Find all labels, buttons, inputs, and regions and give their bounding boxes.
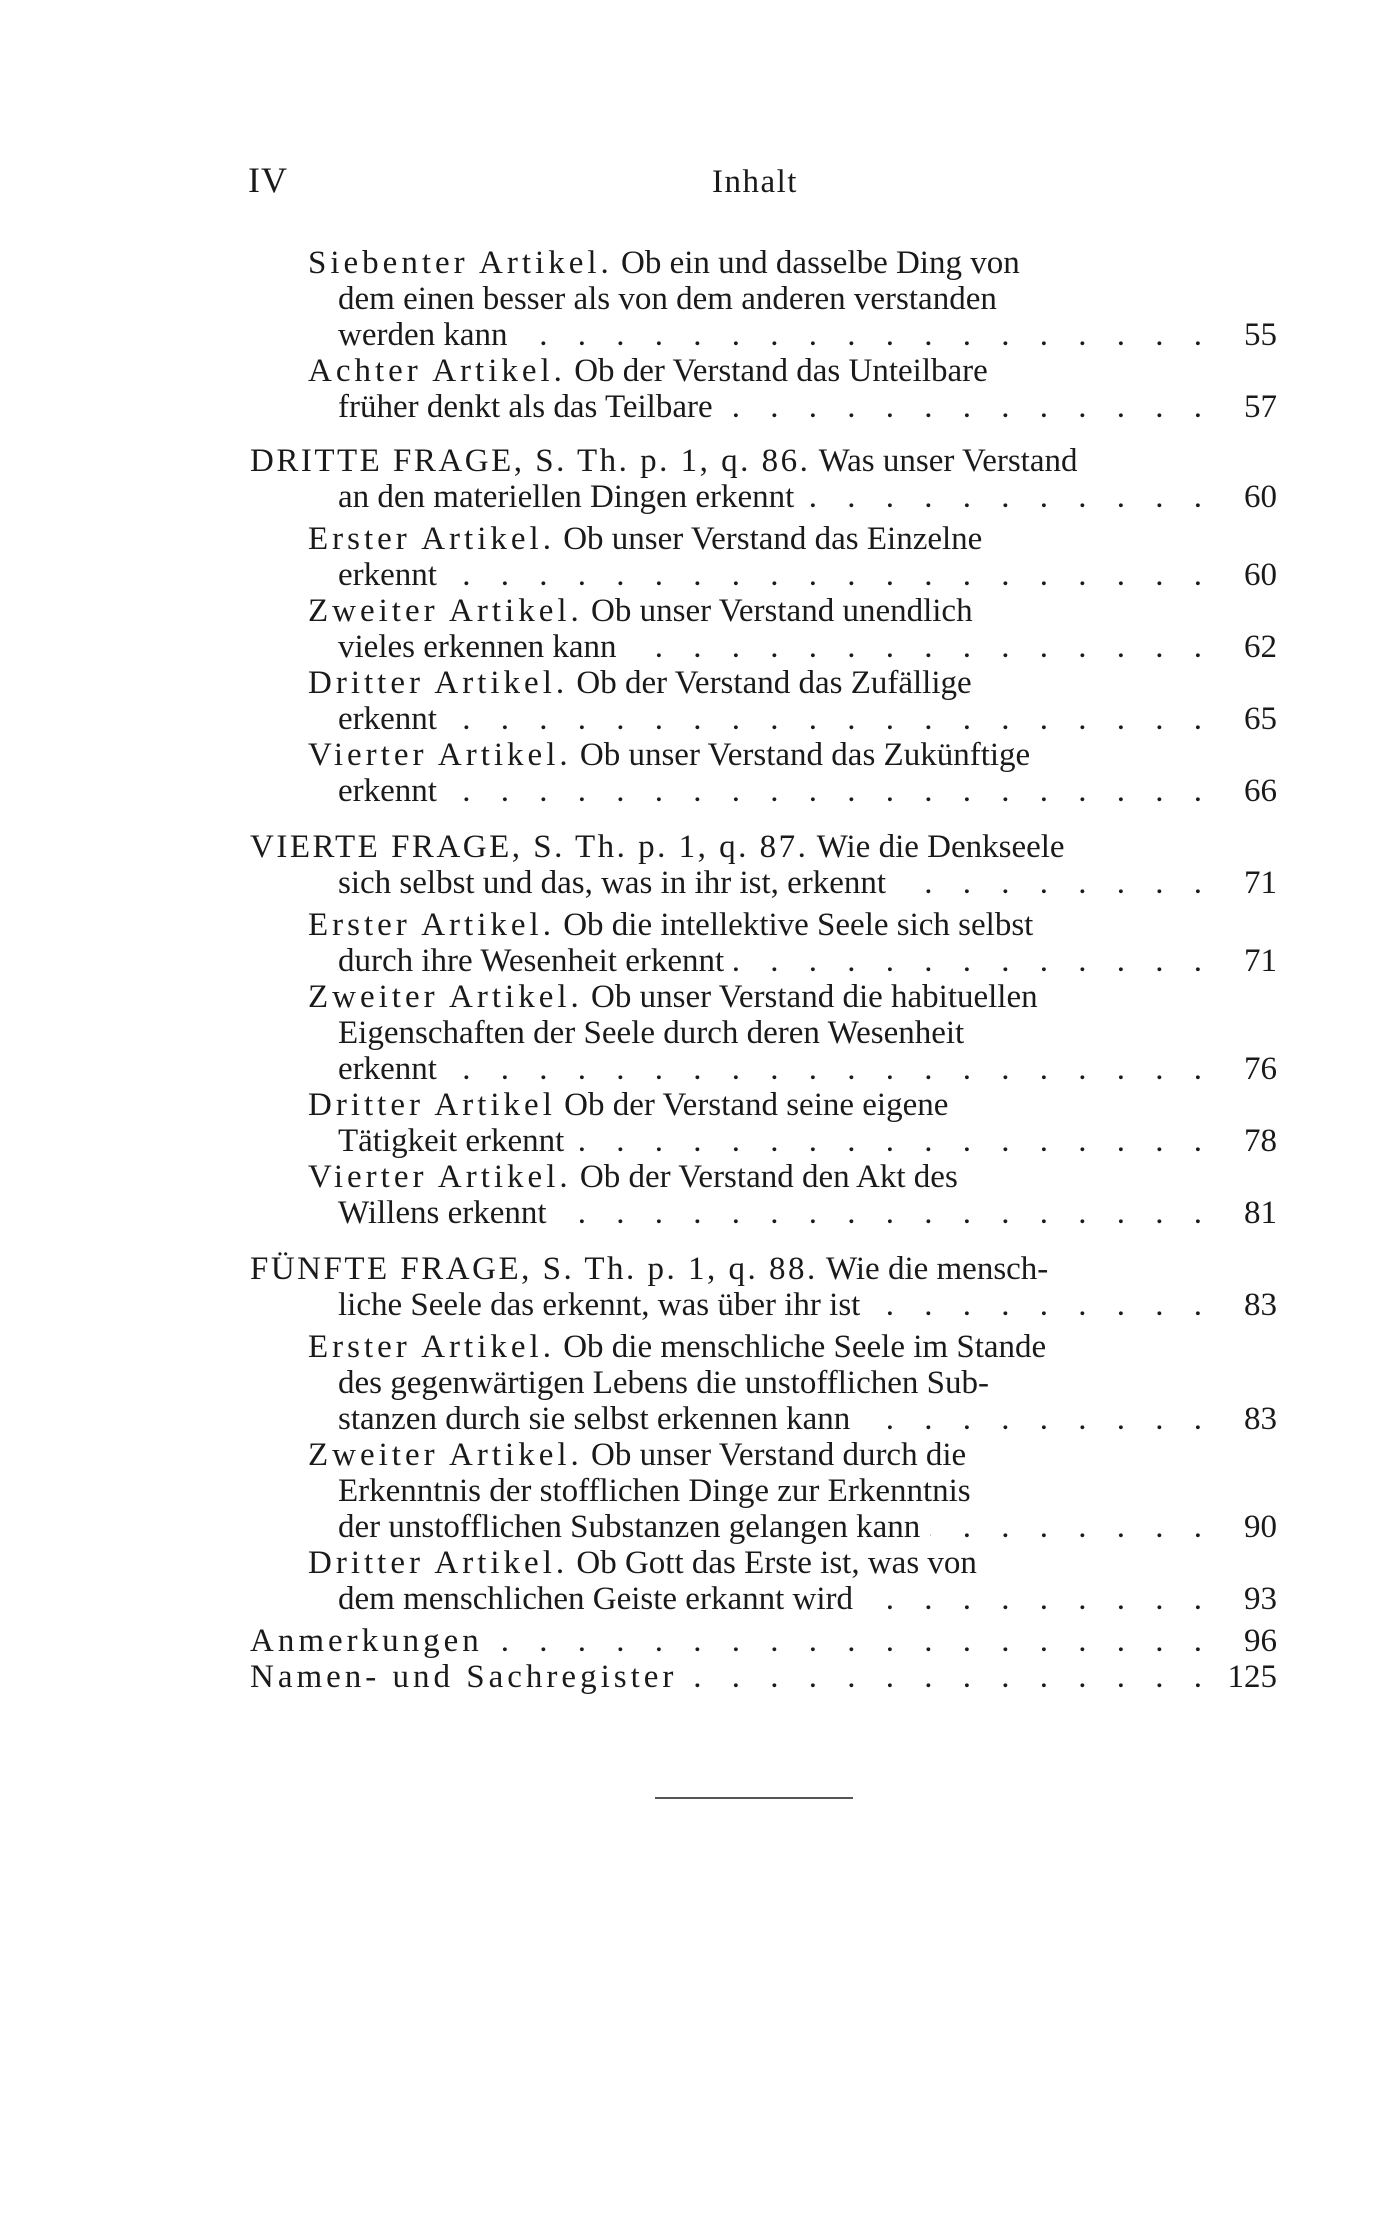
entry-heading: Dritter Artikel: [308, 1087, 556, 1123]
entry-heading: Zweiter Artikel.: [308, 593, 583, 629]
dot-leader: [447, 773, 1213, 809]
entry-text: erkennt: [338, 1051, 437, 1087]
entry-text: vieles erkennen kann: [338, 629, 617, 665]
toc-entry-q3-art4: [250, 737, 1277, 809]
entry-text: Ob der Verstand das Unteilbare: [574, 353, 988, 389]
dot-leader: [870, 1287, 1213, 1323]
entry-text: erkennt: [338, 701, 437, 737]
entry-heading: Zweiter Artikel.: [308, 1437, 583, 1473]
entry-heading: Achter Artikel.: [308, 353, 566, 389]
entry-text: sich selbst und das, was in ihr ist, erkennt: [338, 865, 887, 901]
entry-text: an den materiellen Dingen erkennt: [338, 479, 795, 515]
entry-text: Ob die menschliche Seele im Stande: [563, 1329, 1047, 1365]
entry-text: Ob unser Verstand durch die: [591, 1437, 967, 1473]
page-reference: 83: [1244, 1401, 1277, 1437]
entry-heading: Erster Artikel.: [308, 521, 555, 557]
toc-entry-q5-art1: [250, 1329, 1277, 1437]
toc-entry-q5-art2: [250, 1437, 1277, 1545]
dot-leader: [518, 317, 1213, 353]
toc-entry-question-5: [250, 1251, 1277, 1323]
entry-text: Ob ein und dasselbe Ding von: [621, 245, 1020, 281]
entry-text: der unstofflichen Substanzen gelangen kann: [338, 1509, 921, 1545]
entry-text: stanzen durch sie selbst erkennen kann: [338, 1401, 851, 1437]
entry-text: Ob Gott das Erste ist, was von: [576, 1545, 977, 1581]
entry-text: dem menschlichen Geiste erkannt wird: [338, 1581, 853, 1617]
entry-text: früher denkt als das Teilbare: [338, 389, 713, 425]
page-reference: 83: [1244, 1287, 1277, 1323]
entry-text: Ob der Verstand seine eigene: [564, 1087, 949, 1123]
entry-text: des gegenwärtigen Lebens die unstofflichen Sub-: [338, 1365, 989, 1401]
entry-text: Ob unser Verstand das Zukünftige: [579, 737, 1031, 773]
entry-text: Ob unser Verstand die habituellen: [591, 979, 1038, 1015]
toc-entry-q4-art3: [250, 1087, 1277, 1159]
entry-text: Ob unser Verstand unendlich: [591, 593, 973, 629]
dot-leader: [687, 1659, 1213, 1695]
toc-entry-question-4: [250, 829, 1277, 901]
page-reference: 62: [1244, 629, 1277, 665]
dot-leader: [447, 701, 1213, 737]
page-reference: 125: [1227, 1659, 1277, 1695]
page-reference: 57: [1244, 389, 1277, 425]
dot-leader: [804, 479, 1213, 515]
dot-leader: [863, 1581, 1213, 1617]
entry-heading: Vierter Artikel.: [308, 737, 572, 773]
entry-heading: Dritter Artikel.: [308, 1545, 569, 1581]
entry-text: liche Seele das erkennt, was über ihr ist: [338, 1287, 861, 1323]
page-reference: 65: [1244, 701, 1277, 737]
dot-leader: [574, 1123, 1213, 1159]
entry-heading: Anmerkungen: [250, 1623, 483, 1659]
page-reference: 60: [1244, 479, 1277, 515]
dot-leader: [930, 1509, 1213, 1545]
closing-rule: [655, 1797, 853, 1799]
entry-text: Willens erkennt: [338, 1195, 547, 1231]
table-of-contents: [250, 245, 1277, 1695]
entry-heading: Erster Artikel.: [308, 1329, 555, 1365]
toc-entry-q5-art3: [250, 1545, 1277, 1617]
page-reference: 76: [1244, 1051, 1277, 1087]
dot-leader: [557, 1195, 1213, 1231]
dot-leader: [896, 865, 1213, 901]
dot-leader: [447, 1051, 1213, 1087]
entry-heading: Dritter Artikel.: [308, 665, 569, 701]
entry-heading: Vierter Artikel.: [308, 1159, 572, 1195]
toc-entry-art7: [250, 245, 1277, 353]
entry-text: Was unser Verstand: [818, 443, 1078, 479]
entry-heading: Namen- und Sachregister: [250, 1659, 678, 1695]
page-reference: 66: [1244, 773, 1277, 809]
entry-text: Erkenntnis der stofflichen Dinge zur Erkenntnis: [338, 1473, 971, 1509]
dot-leader: [627, 629, 1213, 665]
page-reference: 78: [1244, 1123, 1277, 1159]
entry-text: Ob der Verstand den Akt des: [579, 1159, 958, 1195]
entry-text: erkennt: [338, 557, 437, 593]
entry-text: Ob der Verstand das Zufällige: [576, 665, 972, 701]
toc-entry-q3-art2: [250, 593, 1277, 665]
toc-entry-art8: [250, 353, 1277, 425]
page-number: IV: [248, 160, 288, 200]
entry-heading: DRITTE FRAGE, S. Th. p. 1, q. 86.: [250, 443, 811, 479]
entry-text: Ob die intellektive Seele sich selbst: [563, 907, 1034, 943]
entry-heading: VIERTE FRAGE, S. Th. p. 1, q. 87.: [250, 829, 809, 865]
entry-text: erkennt: [338, 773, 437, 809]
entry-heading: Erster Artikel.: [308, 907, 555, 943]
entry-text: Wie die mensch-: [826, 1251, 1049, 1287]
entry-heading: Siebenter Artikel.: [308, 245, 613, 281]
page-reference: 55: [1244, 317, 1277, 353]
entry-text: durch ihre Wesenheit erkennt: [338, 943, 725, 979]
toc-entry-q4-art2: [250, 979, 1277, 1087]
page-reference: 71: [1244, 865, 1277, 901]
toc-entry-index: [250, 1659, 1277, 1695]
toc-entry-q4-art1: [250, 907, 1277, 979]
toc-entry-question-3: [250, 443, 1277, 515]
entry-text: werden kann: [338, 317, 508, 353]
page-reference: 90: [1244, 1509, 1277, 1545]
entry-text: dem einen besser als von dem anderen verstanden: [338, 281, 997, 317]
page-reference: 71: [1244, 943, 1277, 979]
entry-heading: FÜNFTE FRAGE, S. Th. p. 1, q. 88.: [250, 1251, 818, 1287]
entry-heading: Zweiter Artikel.: [308, 979, 583, 1015]
toc-entry-q4-art4: [250, 1159, 1277, 1231]
entry-text: Eigenschaften der Seele durch deren Wesenheit: [338, 1015, 965, 1051]
page-reference: 60: [1244, 557, 1277, 593]
dot-leader: [723, 389, 1213, 425]
entry-text: Wie die Denkseele: [816, 829, 1065, 865]
page-reference: 93: [1244, 1581, 1277, 1617]
dot-leader: [860, 1401, 1213, 1437]
entry-text: Ob unser Verstand das Einzelne: [563, 521, 983, 557]
entry-text: Tätigkeit erkennt: [338, 1123, 565, 1159]
dot-leader: [493, 1623, 1213, 1659]
running-head-title: Inhalt: [712, 164, 798, 200]
toc-entry-q3-art1: [250, 521, 1277, 593]
dot-leader: [447, 557, 1213, 593]
dot-leader: [734, 943, 1213, 979]
page-reference: 81: [1244, 1195, 1277, 1231]
toc-entry-q3-art3: [250, 665, 1277, 737]
toc-entry-notes: [250, 1623, 1277, 1659]
page-reference: 96: [1244, 1623, 1277, 1659]
